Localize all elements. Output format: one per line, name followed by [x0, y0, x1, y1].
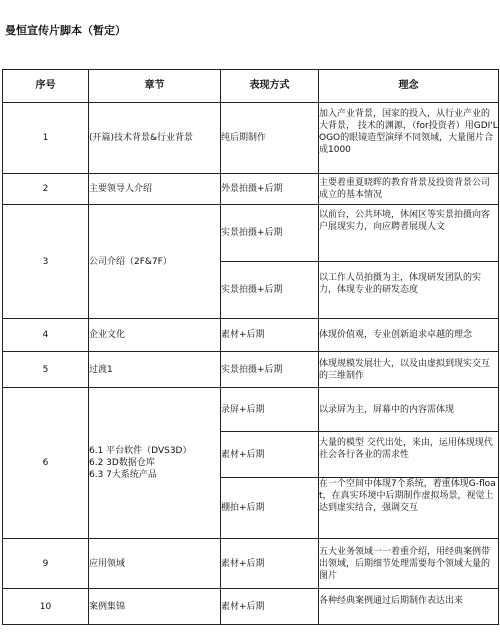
table-header-row — [3, 70, 499, 103]
row-concept — [319, 174, 499, 205]
row-concept — [319, 205, 499, 262]
row-method: 外景拍摄+后期 — [221, 174, 319, 205]
row-concept — [319, 539, 499, 589]
table-row — [3, 205, 499, 262]
row-method: 实景拍摄+后期 — [221, 205, 319, 262]
header-method: 表现方式 — [221, 70, 319, 103]
row-chapter: 主要领导人介绍 — [89, 174, 221, 205]
table-row — [3, 103, 499, 174]
row-number: 10 — [3, 589, 89, 625]
row-chapter — [89, 388, 221, 539]
script-table — [2, 69, 499, 625]
row-chapter: 过渡1 — [89, 352, 221, 388]
row-concept — [319, 589, 499, 625]
concept-text: 以工作人员拍摄为主，体现研发团队的实力，体现专业的研发态度 — [319, 273, 482, 295]
row-method: 纯后期制作 — [221, 103, 319, 174]
row-concept — [319, 352, 499, 388]
concept-text: 以前台，公共环境，休闲区等实景拍摄向客户展现实力，向应聘者展现人文 — [319, 210, 491, 232]
row-chapter: 应用领域 — [89, 539, 221, 589]
row-method: 实景拍摄+后期 — [221, 262, 319, 319]
row-method: 素材+后期 — [221, 539, 319, 589]
chapter-line: 6.1 平台软件（DVS3D） — [89, 446, 192, 456]
row-method: 棚拍+后期 — [221, 478, 319, 539]
row-number: 3 — [3, 205, 89, 319]
row-concept — [319, 478, 499, 539]
header-concept: 理念 — [319, 70, 499, 103]
row-concept — [319, 103, 499, 174]
concept-text: 体现规模发展壮大，以及由虚拟到现实交互的三维制作 — [319, 358, 491, 381]
row-number: 6 — [3, 388, 89, 539]
concept-text: 加入产业背景，国家的投入，从行业产业的大背景， 技术的渊源，（for投资者）用GDI'LOGO的眼镜造型演绎不同领域，大量图片合成1000 — [319, 109, 498, 155]
row-number: 4 — [3, 319, 89, 352]
row-number: 1 — [3, 103, 89, 174]
document-title: 曼恒宣传片脚本（暂定） — [5, 24, 126, 37]
row-method: 素材+后期 — [221, 432, 319, 478]
row-method: 实景拍摄+后期 — [221, 352, 319, 388]
table-row — [3, 589, 499, 625]
row-concept — [319, 388, 499, 432]
table-row — [3, 319, 499, 352]
table-row — [3, 539, 499, 589]
table-row — [3, 174, 499, 205]
row-chapter: 案例集锦 — [89, 589, 221, 625]
row-number: 5 — [3, 352, 89, 388]
row-concept — [319, 319, 499, 352]
header-number: 序号 — [3, 70, 89, 103]
concept-text: 大量的模型 交代出处，来由，运用体现现代社会各行各业的需求性 — [319, 437, 493, 460]
concept-text: 以录屏为主，屏幕中的内容需体现 — [319, 404, 455, 415]
chapter-line: 6.3 7大系统产品 — [89, 470, 157, 480]
row-chapter: 企业文化 — [89, 319, 221, 352]
row-number: 2 — [3, 174, 89, 205]
row-chapter: 公司介绍（2F&7F） — [89, 205, 221, 319]
concept-text: 在一个空间中体现7个系统，着重体现G-float，在真实环境中后期制作虚拟场景，视觉上达到虚实结合，强调交互 — [319, 479, 496, 513]
chapter-line: 6.2 3D数据仓库 — [89, 458, 155, 468]
row-number: 9 — [3, 539, 89, 589]
row-concept — [319, 262, 499, 319]
row-concept — [319, 432, 499, 478]
concept-text: 各种经典案例通过后期制作表达出来 — [319, 595, 464, 606]
concept-text: 五大业务领域一一着重介绍，用经典案例带出领域，后期细节处理需要每个领域大量的图片 — [319, 546, 491, 581]
header-chapter: 章节 — [89, 70, 221, 103]
concept-text: 主要着重夏晓晖的教育背景及投资背景公司成立的基本情况 — [319, 178, 491, 200]
row-method: 录屏+后期 — [221, 388, 319, 432]
row-method: 素材+后期 — [221, 319, 319, 352]
table-row — [3, 352, 499, 388]
concept-text: 体现价值观，专业创新追求卓越的理念 — [319, 330, 473, 340]
row-method: 素材+后期 — [221, 589, 319, 625]
row-chapter: (开篇)技术背景&行业背景 — [89, 103, 221, 174]
table-row — [3, 388, 499, 432]
